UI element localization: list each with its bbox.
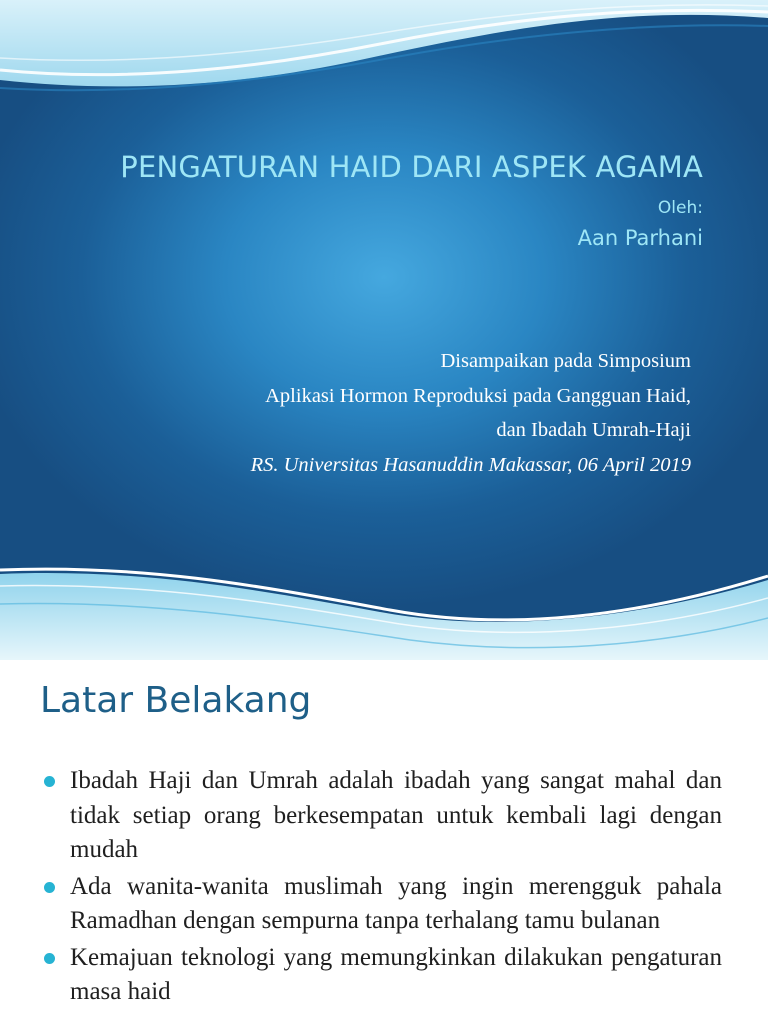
bottom-wave-decoration — [0, 560, 768, 660]
bullet-text-3: Kemajuan teknologi yang memungkinkan dilakukan pengaturan masa haid — [70, 943, 722, 1005]
bullet-item-3 — [70, 941, 722, 1010]
bullet-dot-icon — [44, 953, 55, 964]
by-label: Oleh: — [657, 198, 703, 218]
subtitle-line-1: Disampaikan pada Simposium — [440, 350, 691, 372]
bullet-text-2: Ada wanita-wanita muslimah yang ingin merengguk pahala Ramadhan dengan sempurna tanpa terhalang tamu bulanan — [70, 872, 722, 934]
subtitle-block — [0, 344, 691, 482]
slide-heading: Latar Belakang — [40, 680, 312, 721]
venue-date-line: RS. Universitas Hasanuddin Makassar, 06 April 2019 — [250, 453, 691, 476]
bullet-item-2 — [70, 870, 722, 939]
subtitle-line-2: Aplikasi Hormon Reproduksi pada Gangguan Haid, — [265, 384, 691, 407]
bullet-item-1 — [70, 764, 722, 868]
bullet-text-1: Ibadah Haji dan Umrah adalah ibadah yang sangat mahal dan tidak setiap orang berkesempatan untuk kembali lagi dengan mudah — [70, 767, 722, 863]
bullet-list — [0, 764, 768, 1012]
top-wave-decoration — [0, 0, 768, 110]
background-slide — [0, 660, 768, 1024]
bullet-dot-icon — [44, 882, 55, 893]
bullet-dot-icon — [44, 776, 55, 787]
author-name: Aan Parhani — [577, 226, 703, 250]
presentation-title: PENGATURAN HAID DARI ASPEK AGAMA — [120, 150, 703, 184]
subtitle-line-3: dan Ibadah Umrah-Haji — [496, 419, 691, 441]
